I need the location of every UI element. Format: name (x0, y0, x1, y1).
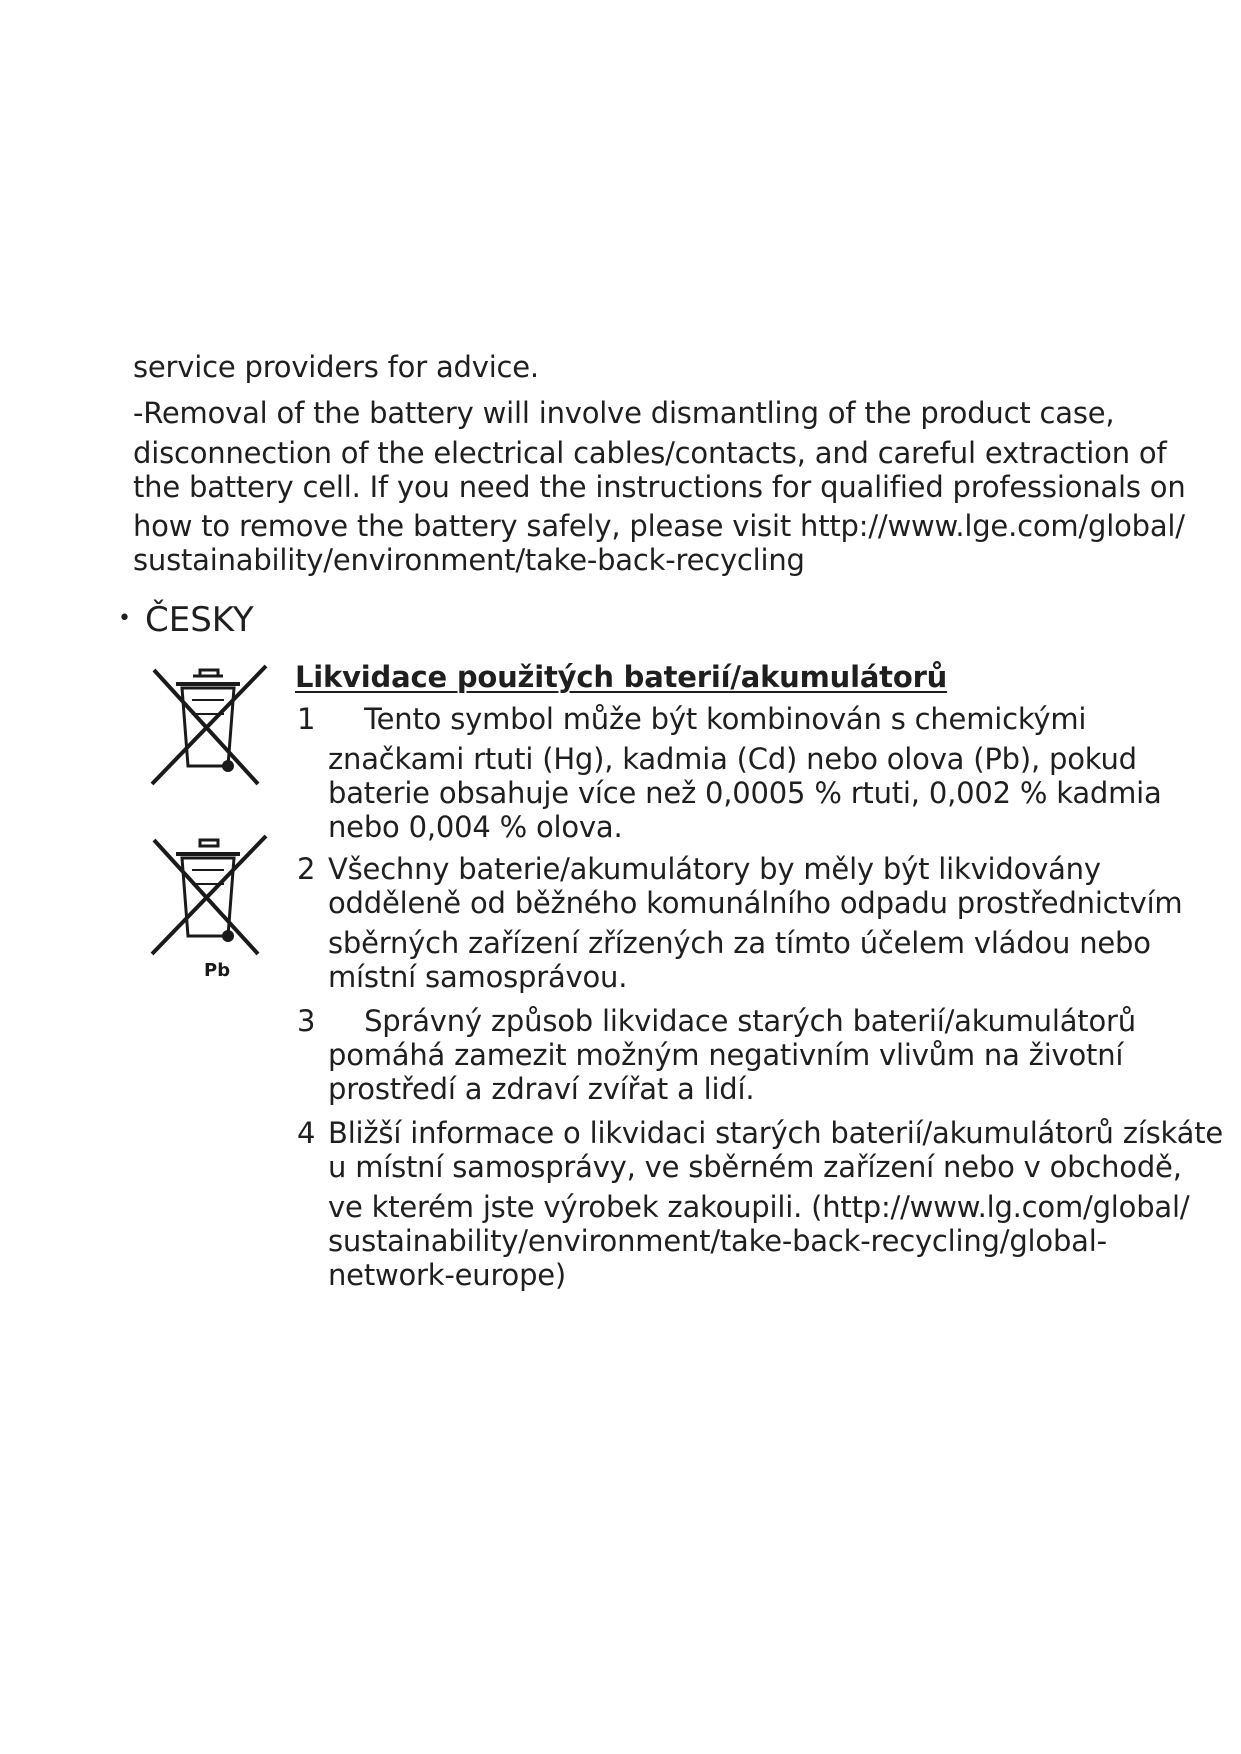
item-line: Všechny baterie/akumulátory by měly být likvidovány (328, 852, 1101, 886)
disposal-title: Likvidace použitých baterií/akumulátorů (295, 660, 948, 694)
item-line: pomáhá zamezit možným negativním vlivům na životní (328, 1038, 1124, 1072)
section-heading-text: ČESKY (144, 600, 254, 640)
item-line: u místní samosprávy, ve sběrném zařízení nebo v obchodě, (328, 1150, 1182, 1184)
item-line: baterie obsahuje více než 0,0005 % rtuti, 0,002 % kadmia (328, 776, 1162, 810)
item-number: 2 (297, 852, 316, 886)
item-number: 1 (297, 702, 316, 736)
item-number: 3 (297, 1004, 316, 1038)
bullet: • (118, 605, 131, 631)
item-line: network-europe) (328, 1258, 567, 1292)
item-line: Bližší informace o likvidaci starých baterií/akumulátorů získáte (328, 1116, 1224, 1150)
item-line: nebo 0,004 % olova. (328, 810, 623, 844)
item-line: prostředí a zdraví zvířat a lidí. (328, 1072, 755, 1106)
intro-line: -Removal of the battery will involve dismantling of the product case, (133, 396, 1115, 430)
intro-line: sustainability/environment/take-back-recycling (133, 543, 805, 577)
item-line: Správný způsob likvidace starých baterií/akumulátorů (328, 1004, 1136, 1038)
item-line: místní samosprávou. (328, 960, 628, 994)
item-line: sustainability/environment/take-back-recycling/global- (328, 1224, 1107, 1258)
intro-line: how to remove the battery safely, please visit http://www.lge.com/global/ (133, 509, 1185, 543)
pb-label: Pb (204, 960, 231, 980)
intro-line: the battery cell. If you need the instructions for qualified professionals on (133, 470, 1186, 504)
item-line: Tento symbol může být kombinován s chemickými (328, 702, 1087, 736)
item-line: odděleně od běžného komunálního odpadu prostřednictvím (328, 886, 1183, 920)
intro-line: disconnection of the electrical cables/contacts, and careful extraction of (133, 436, 1167, 470)
crossed-out-wheeled-bin-pb-icon (148, 830, 268, 980)
item-line: značkami rtuti (Hg), kadmia (Cd) nebo olova (Pb), pokud (328, 742, 1137, 776)
intro-line: service providers for advice. (133, 350, 539, 384)
item-number: 4 (297, 1116, 316, 1150)
crossed-out-wheeled-bin-icon (148, 660, 268, 792)
item-line: ve kterém jste výrobek zakoupili. (http://www.lg.com/global/ (328, 1190, 1190, 1224)
section-heading (118, 600, 254, 642)
item-line: sběrných zařízení zřízených za tímto účelem vládou nebo (328, 926, 1151, 960)
